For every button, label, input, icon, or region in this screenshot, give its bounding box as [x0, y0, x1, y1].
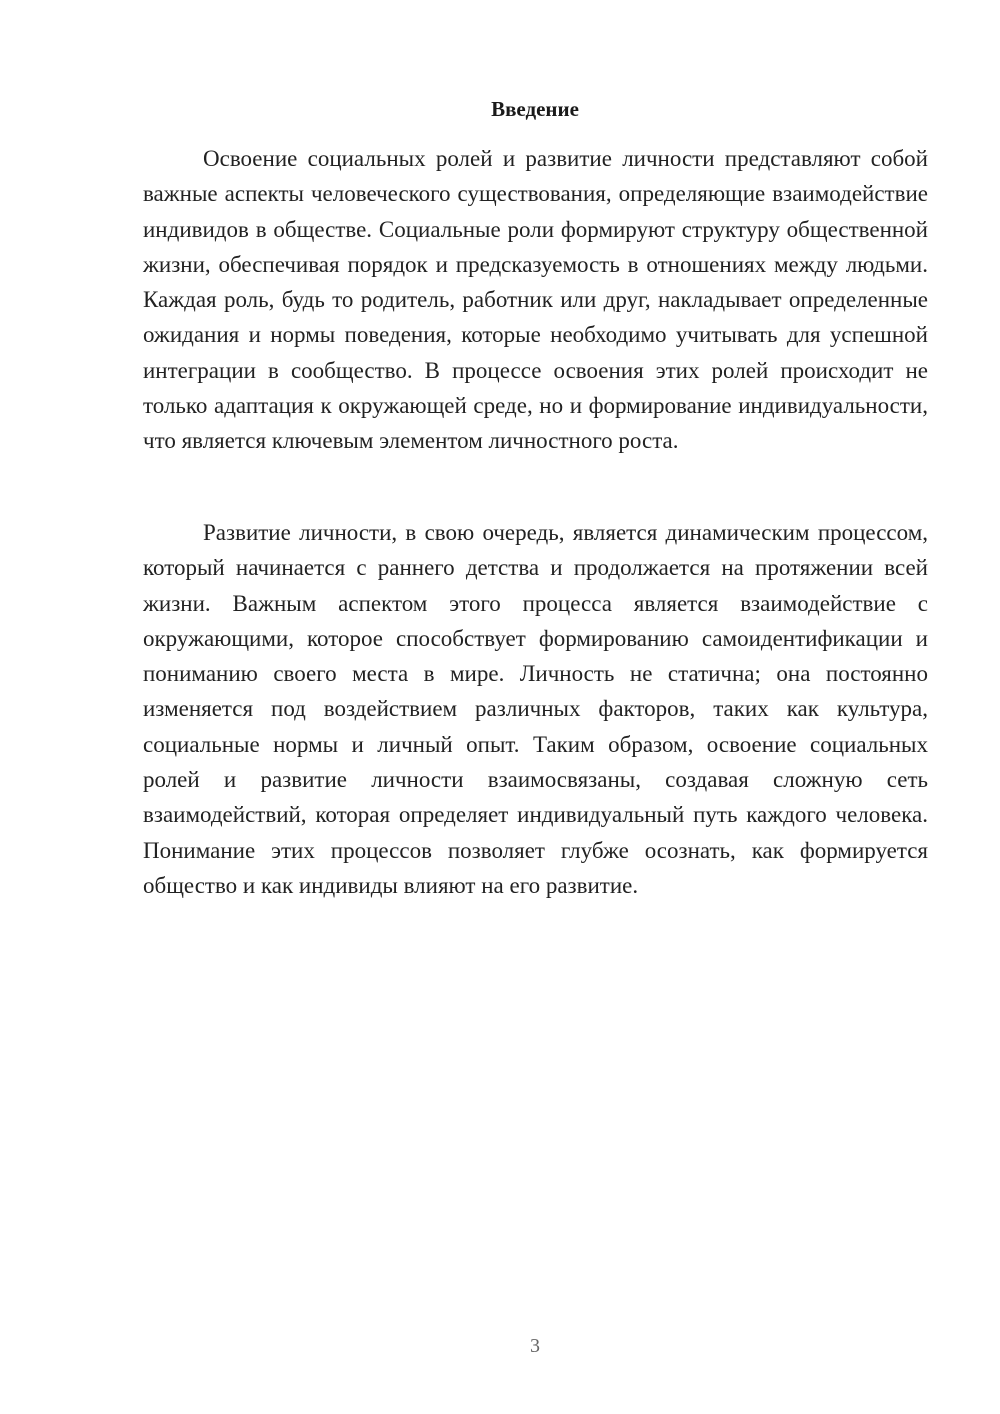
section-heading: Введение [491, 97, 579, 121]
page-number: 3 [530, 1335, 540, 1357]
paragraph-2: Развитие личности, в свою очередь, является динамическим процессом, который начинается с раннего детства и продолжается на протяжении всей жизни. Важным аспектом этого процесса является взаимодействие с окружающими, которое способствует формированию самоидентификации и пониманию своего места в мире. Личность не статична; она постоянно изменяется под воздействием различных факторов, таких как культура, социальные нормы и личный опыт. Таким образом, освоение социальных ролей и развитие личности взаимосвязаны, создавая сложную сеть взаимодействий, которая определяет индивидуальный путь каждого человека. Понимание этих процессов позволяет глубже осознать, как формируется общество и как индивиды влияют на его развитие. [143, 520, 928, 898]
paragraph-1: Освоение социальных ролей и развитие личности представляют собой важные аспекты человеческого существования, определяющие взаимодействие индивидов в обществе. Социальные роли формируют структуру общественной жизни, обеспечивая порядок и предсказуемость в отношениях между людьми. Каждая роль, будь то родитель, работник или друг, накладывает определенные ожидания и нормы поведения, которые необходимо учитывать для успешной интеграции в сообщество. В процессе освоения этих ролей происходит не только адаптация к окружающей среде, но и формирование индивидуальности, что является ключевым элементом личностного роста. [143, 146, 928, 454]
